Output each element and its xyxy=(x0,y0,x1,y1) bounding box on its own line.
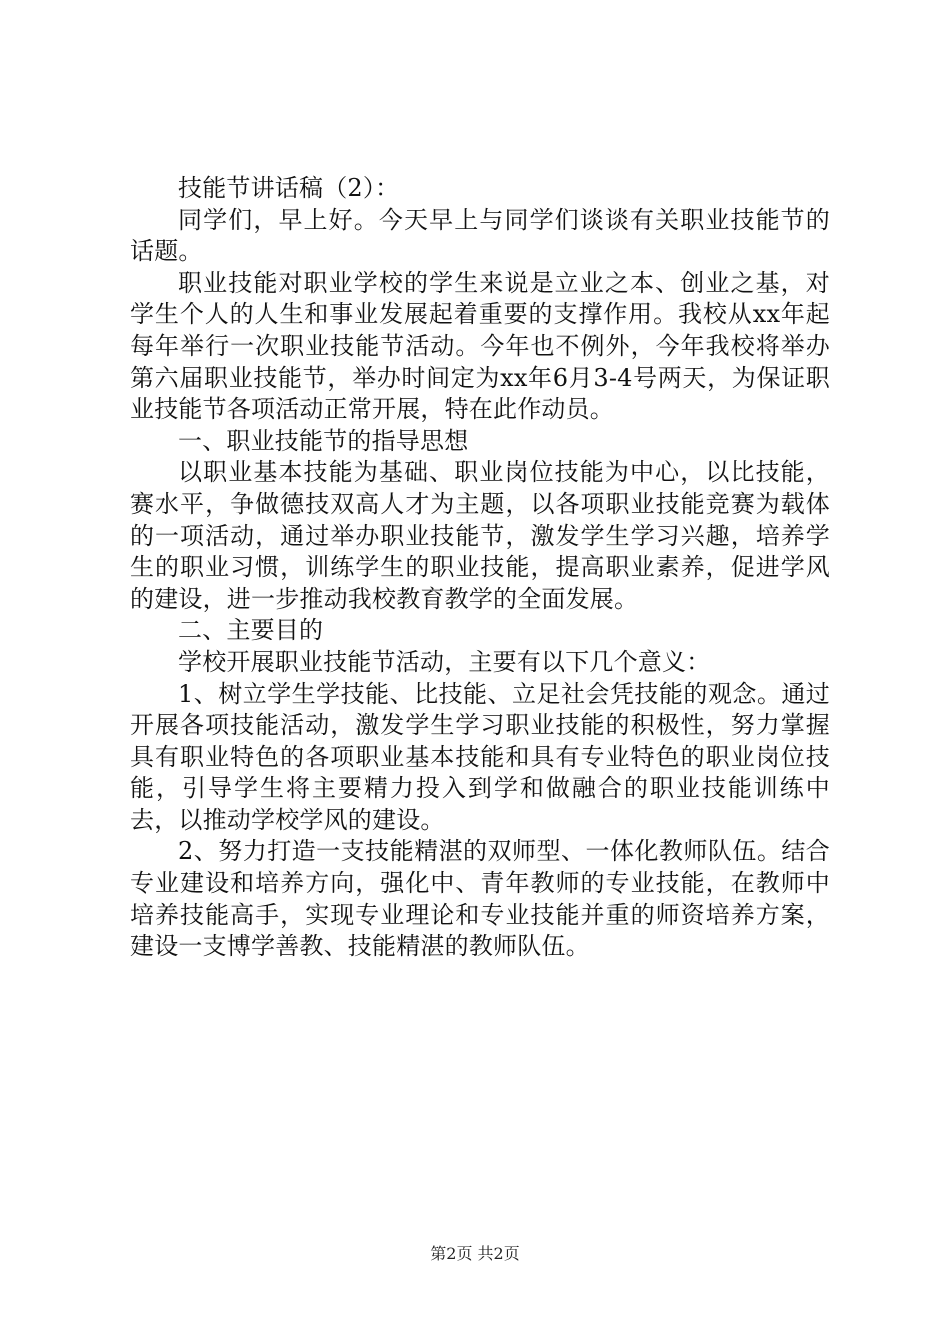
document-body xyxy=(130,173,830,963)
page-number-label: 第2页 共2页 xyxy=(430,1244,520,1263)
greeting-paragraph: 同学们，早上好。今天早上与同学们谈谈有关职业技能节的话题。 xyxy=(130,205,830,266)
purpose-item-2: 2、努力打造一支技能精湛的双师型、一体化教师队伍。结合专业建设和培养方向，强化中、青年教师的专业技能，在教师中培养技能高手，实现专业理论和专业技能并重的师资培养方案，建设一支博学善教、技能精湛的教师队伍。 xyxy=(130,837,830,961)
page-footer xyxy=(0,1244,950,1264)
intro-paragraph: 职业技能对职业学校的学生来说是立业之本、创业之基，对学生个人的人生和事业发展起着重要的支撑作用。我校从xx年起每年举行一次职业技能节活动。今年也不例外，今年我校将举办第六届职业技能节，举办时间定为xx年6月3-4号两天，为保证职业技能节各项活动正常开展，特在此作动员。 xyxy=(130,268,830,424)
section-heading-main-purpose: 二、主要目的 xyxy=(178,616,324,645)
guiding-ideas-paragraph: 以职业基本技能为基础、职业岗位技能为中心，以比技能，赛水平，争做德技双高人才为主题，以各项职业技能竞赛为载体的一项活动，通过举办职业技能节，激发学生学习兴趣，培养学生的职业习惯，训练学生的职业技能，提高职业素养，促进学风的建设，进一步推动我校教育教学的全面发展。 xyxy=(130,458,830,613)
section-heading-guiding-ideas: 一、职业技能节的指导思想 xyxy=(178,426,469,455)
purpose-intro-paragraph: 学校开展职业技能节活动，主要有以下几个意义： xyxy=(178,647,711,676)
purpose-item-1: 1、树立学生学技能、比技能、立足社会凭技能的观念。通过开展各项技能活动，激发学生学习职业技能的积极性，努力掌握具有职业特色的各项职业基本技能和具有专业特色的职业岗位技能，引导学生将主要精力投入到学和做融合的职业技能训练中去，以推动学校学风的建设。 xyxy=(130,679,830,834)
speech-title: 技能节讲话稿（2）： xyxy=(178,174,400,202)
